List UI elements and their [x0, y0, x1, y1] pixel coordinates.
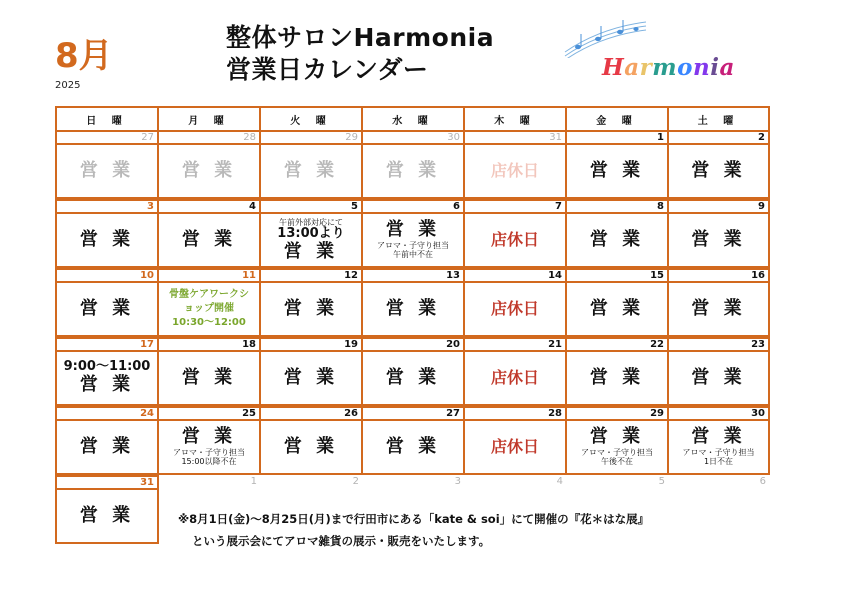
day-number: 27	[361, 406, 465, 421]
day-note-line: 営 業	[181, 426, 237, 448]
day-note-line: 午後不在	[601, 457, 633, 467]
day-number: 5	[259, 199, 363, 214]
day-note-line: 営 業	[79, 435, 135, 457]
day-number: 13	[361, 268, 465, 283]
title-line-1: 整体サロンHarmonia	[226, 23, 495, 52]
day-cell	[667, 212, 770, 268]
day-number: 18	[157, 337, 261, 352]
day-cell	[463, 350, 567, 406]
day-cell	[55, 143, 159, 199]
exhibition-note	[178, 508, 649, 552]
day-note-line: ョップ開催	[184, 303, 234, 314]
day-note-line: 営 業	[79, 374, 135, 396]
day-note-line: 営 業	[79, 159, 135, 181]
day-note-line: 店休日	[490, 160, 539, 180]
logo-letter: i	[710, 54, 720, 81]
weekday-header: 日 曜	[55, 106, 159, 132]
day-cell	[361, 350, 465, 406]
day-note-line: 営 業	[79, 504, 135, 526]
day-number: 7	[463, 199, 567, 214]
day-note-line: 営 業	[385, 159, 441, 181]
trailing-day-number: 5	[658, 476, 665, 487]
day-number: 4	[157, 199, 261, 214]
day-cell	[259, 143, 363, 199]
day-number: 10	[55, 268, 159, 283]
day-number: 28	[463, 406, 567, 421]
day-note-line: 営 業	[181, 228, 237, 250]
day-note-line: 営 業	[283, 240, 339, 262]
day-note-line: 10:30〜12:00	[172, 317, 246, 328]
day-number: 31	[55, 475, 159, 490]
day-number: 24	[55, 406, 159, 421]
day-note-line: 午前外部対応にて	[279, 217, 343, 227]
day-number: 20	[361, 337, 465, 352]
day-number: 29	[259, 130, 363, 145]
day-note-line: 13:00より	[277, 225, 345, 241]
logo-letter: r	[639, 54, 653, 81]
day-note-line: 店休日	[490, 436, 539, 456]
day-cell	[667, 143, 770, 199]
day-cell	[259, 419, 363, 475]
day-note-line: 店休日	[490, 298, 539, 318]
day-note-line: 店休日	[490, 229, 539, 249]
day-number: 9	[667, 199, 770, 214]
day-note-line: 営 業	[691, 297, 746, 319]
day-number: 19	[259, 337, 363, 352]
day-cell	[565, 281, 669, 337]
day-number: 28	[157, 130, 261, 145]
logo-letter: n	[692, 54, 711, 81]
note-line-2: という展示会にてアロマ雑貨の展示・販売をいたします。	[192, 534, 491, 548]
day-cell	[361, 419, 465, 475]
music-notes-icon	[560, 18, 650, 58]
day-cell	[463, 419, 567, 475]
day-number: 2	[667, 130, 770, 145]
day-note-line: 営 業	[79, 297, 135, 319]
day-number: 29	[565, 406, 669, 421]
day-note-line: 骨盤ケアワークシ	[169, 289, 249, 300]
day-note-line: 営 業	[385, 435, 441, 457]
trailing-day-number: 6	[759, 476, 766, 487]
day-note-line: 営 業	[691, 366, 746, 388]
day-cell	[157, 212, 261, 268]
day-note-line: 営 業	[589, 297, 645, 319]
day-cell	[55, 281, 159, 337]
day-cell	[463, 212, 567, 268]
weekday-header: 月 曜	[157, 106, 261, 132]
day-note-line: 営 業	[691, 159, 746, 181]
day-cell	[157, 419, 261, 475]
trailing-day-number: 1	[250, 476, 257, 487]
day-note-line: 営 業	[283, 366, 339, 388]
day-number: 27	[55, 130, 159, 145]
weekday-header: 土 曜	[667, 106, 770, 132]
day-number: 31	[463, 130, 567, 145]
day-number: 30	[361, 130, 465, 145]
day-cell	[157, 350, 261, 406]
day-number: 25	[157, 406, 261, 421]
day-number: 14	[463, 268, 567, 283]
day-number: 17	[55, 337, 159, 352]
logo-text	[602, 54, 735, 81]
weekday-header: 木 曜	[463, 106, 567, 132]
logo-letter: m	[652, 54, 678, 81]
day-cell	[565, 350, 669, 406]
harmonia-logo	[560, 18, 770, 88]
day-number: 1	[565, 130, 669, 145]
day-note-line: 1日不在	[703, 457, 734, 467]
day-note-line: 営 業	[283, 297, 339, 319]
day-note-line: 店休日	[490, 367, 539, 387]
day-number: 26	[259, 406, 363, 421]
day-note-line: 営 業	[283, 435, 339, 457]
day-cell	[565, 212, 669, 268]
day-cell	[667, 419, 770, 475]
day-note-line: 営 業	[589, 426, 645, 448]
day-cell	[667, 350, 770, 406]
day-note-line: 営 業	[79, 228, 135, 250]
page-title	[226, 22, 494, 86]
day-cell	[361, 281, 465, 337]
day-note-line: 営 業	[691, 228, 746, 250]
trailing-day-number: 2	[352, 476, 359, 487]
day-cell	[463, 281, 567, 337]
day-number: 11	[157, 268, 261, 283]
day-note-line: 午前中不在	[393, 250, 433, 260]
day-note-line: 営 業	[691, 426, 746, 448]
day-note-line: 営 業	[589, 228, 645, 250]
day-cell	[55, 350, 159, 406]
note-line-1: ※8月1日(金)〜8月25日(月)まで行田市にある「kate & soi」にて開催の『花＊はな展』	[178, 512, 650, 526]
day-note-line: 営 業	[283, 159, 339, 181]
day-cell	[667, 281, 770, 337]
day-cell	[361, 143, 465, 199]
day-number: 8	[565, 199, 669, 214]
day-number: 21	[463, 337, 567, 352]
day-cell	[565, 143, 669, 199]
logo-letter: a	[719, 54, 735, 81]
day-note-line: 15:00以降不在	[181, 457, 237, 467]
day-number: 23	[667, 337, 770, 352]
day-note-line: アロマ・子守り担当	[682, 448, 755, 458]
logo-letter: o	[677, 54, 693, 81]
day-note-line: アロマ・子守り担当	[377, 241, 449, 251]
day-cell	[157, 281, 261, 337]
day-cell	[463, 143, 567, 199]
day-note-line: アロマ・子守り担当	[581, 448, 653, 458]
logo-letter: H	[602, 54, 625, 81]
trailing-day-number: 4	[556, 476, 563, 487]
weekday-header: 火 曜	[259, 106, 363, 132]
day-note-line: アロマ・子守り担当	[173, 448, 245, 458]
logo-letter: a	[624, 54, 640, 81]
weekday-header: 金 曜	[565, 106, 669, 132]
day-number: 12	[259, 268, 363, 283]
day-note-line: 9:00〜11:00	[63, 359, 151, 375]
month-label: 8月	[55, 36, 113, 76]
day-cell	[259, 281, 363, 337]
day-number: 15	[565, 268, 669, 283]
day-number: 3	[55, 199, 159, 214]
day-number: 22	[565, 337, 669, 352]
day-number: 30	[667, 406, 770, 421]
trailing-day-number: 3	[454, 476, 461, 487]
day-cell	[157, 143, 261, 199]
day-cell	[259, 212, 363, 268]
day-note-line: 営 業	[181, 159, 237, 181]
day-number: 6	[361, 199, 465, 214]
day-note-line: 営 業	[589, 366, 645, 388]
day-note-line: 営 業	[385, 297, 441, 319]
day-cell	[55, 212, 159, 268]
day-cell	[55, 419, 159, 475]
day-cell	[565, 419, 669, 475]
day-cell	[259, 350, 363, 406]
weekday-header: 水 曜	[361, 106, 465, 132]
day-cell	[361, 212, 465, 268]
day-note-line: 営 業	[385, 219, 441, 241]
day-note-line: 営 業	[385, 366, 441, 388]
day-note-line: 営 業	[589, 159, 645, 181]
day-note-line: 営 業	[181, 366, 237, 388]
day-cell	[55, 488, 159, 544]
year-label: 2025	[55, 80, 81, 91]
day-number: 16	[667, 268, 770, 283]
title-line-2: 営業日カレンダー	[226, 55, 429, 84]
